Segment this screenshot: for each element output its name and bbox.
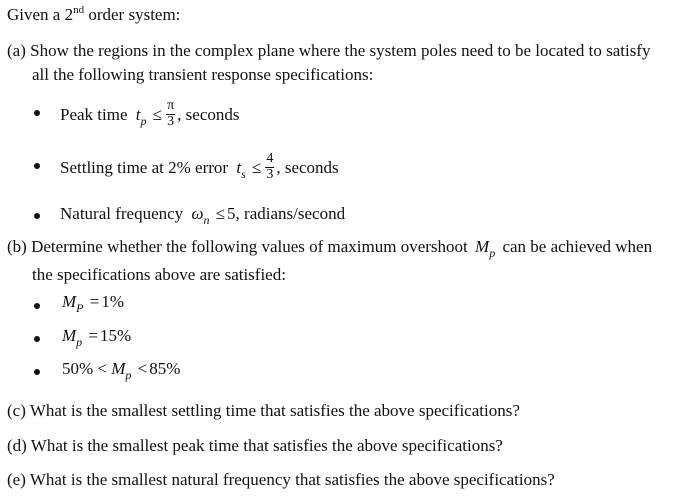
math-subscript: p: [76, 335, 83, 349]
bullet-marker: [34, 110, 40, 116]
math-value: 1%: [101, 292, 125, 311]
bullet-marker: [34, 369, 40, 375]
math-value: 5: [227, 204, 236, 223]
math-subscript: P: [76, 301, 84, 315]
fraction-numerator: 4: [266, 151, 274, 166]
math-symbol: M: [62, 326, 77, 345]
part-a-line1-text: Show the regions in the complex plane where the system poles need to be located to satisfy: [30, 41, 651, 60]
math-subscript: p: [489, 246, 496, 260]
math-subscript: p: [125, 368, 132, 382]
part-a-bullet-settling-time: [60, 151, 339, 184]
intro-superscript: nd: [73, 4, 85, 16]
part-b-line1: [7, 237, 653, 260]
part-c-label: (c): [7, 401, 26, 420]
bullet-text: Peak time: [60, 105, 128, 125]
fraction-numerator: π: [167, 98, 175, 113]
bullet-marker: [34, 213, 40, 219]
part-b-label: (b): [7, 237, 27, 256]
part-e-label: (e): [7, 470, 26, 489]
part-c: [7, 401, 520, 421]
part-a-label: (a): [7, 41, 26, 60]
part-a-bullet-natural-frequency: [60, 204, 346, 227]
math-relation: =: [89, 292, 100, 311]
part-e-text: What is the smallest natural frequency that satisfies the above specifications?: [29, 470, 555, 489]
math-value: 85%: [149, 359, 181, 378]
intro-prefix: Given a 2: [7, 5, 74, 24]
part-b-bullet-2: [62, 326, 132, 349]
bullet-marker: [34, 336, 40, 342]
fraction: [265, 152, 274, 182]
math-symbol: M: [62, 292, 77, 311]
part-a-line2: all the following transient response specifications:: [32, 65, 374, 84]
part-a-bullet-peak-time: [60, 98, 240, 131]
bullet-marker: [34, 303, 40, 309]
math-subscript: s: [241, 167, 246, 182]
bullet-text: Settling time at 2% error: [60, 158, 229, 178]
part-d: [7, 436, 503, 456]
fraction-denominator: 3: [167, 113, 175, 129]
part-d-text: What is the smallest peak time that satisfies the above specifications?: [30, 436, 503, 455]
part-e: [7, 470, 555, 490]
part-b-line1-suffix: can be achieved when: [502, 237, 653, 256]
math-subscript: p: [140, 114, 147, 129]
intro-line: [7, 5, 180, 25]
intro-suffix: order system:: [84, 5, 181, 24]
math-relation: ≤: [152, 105, 163, 125]
math-symbol: ω: [191, 204, 204, 223]
math-symbol: t: [135, 105, 141, 125]
math-relation: =: [88, 326, 99, 345]
part-b-line2: the specifications above are satisfied:: [32, 265, 286, 284]
part-a-line1: [7, 41, 650, 61]
part-b-bullet-1: [62, 292, 125, 315]
math-relation: ≤: [215, 204, 226, 223]
math-relation: ≤: [251, 158, 262, 178]
math-prefix: 50% <: [62, 359, 107, 378]
math-symbol: M: [475, 237, 490, 256]
bullet-marker: [34, 163, 40, 169]
fraction-denominator: 3: [266, 166, 274, 182]
part-b-bullet-3: [62, 359, 181, 382]
part-c-text: What is the smallest settling time that satisfies the above specifications?: [29, 401, 520, 420]
math-symbol: t: [236, 158, 242, 178]
math-subscript: n: [203, 213, 210, 227]
math-symbol: M: [111, 359, 126, 378]
math-relation: <: [137, 359, 148, 378]
part-b-line1-prefix: Determine whether the following values of maximum overshoot: [31, 237, 468, 256]
bullet-unit: , radians/second: [235, 204, 346, 223]
bullet-text: Natural frequency: [60, 204, 184, 223]
part-d-label: (d): [7, 436, 27, 455]
math-value: 15%: [100, 326, 132, 345]
fraction: [166, 99, 175, 129]
bullet-unit: , seconds: [276, 158, 339, 178]
bullet-unit: , seconds: [177, 105, 240, 125]
